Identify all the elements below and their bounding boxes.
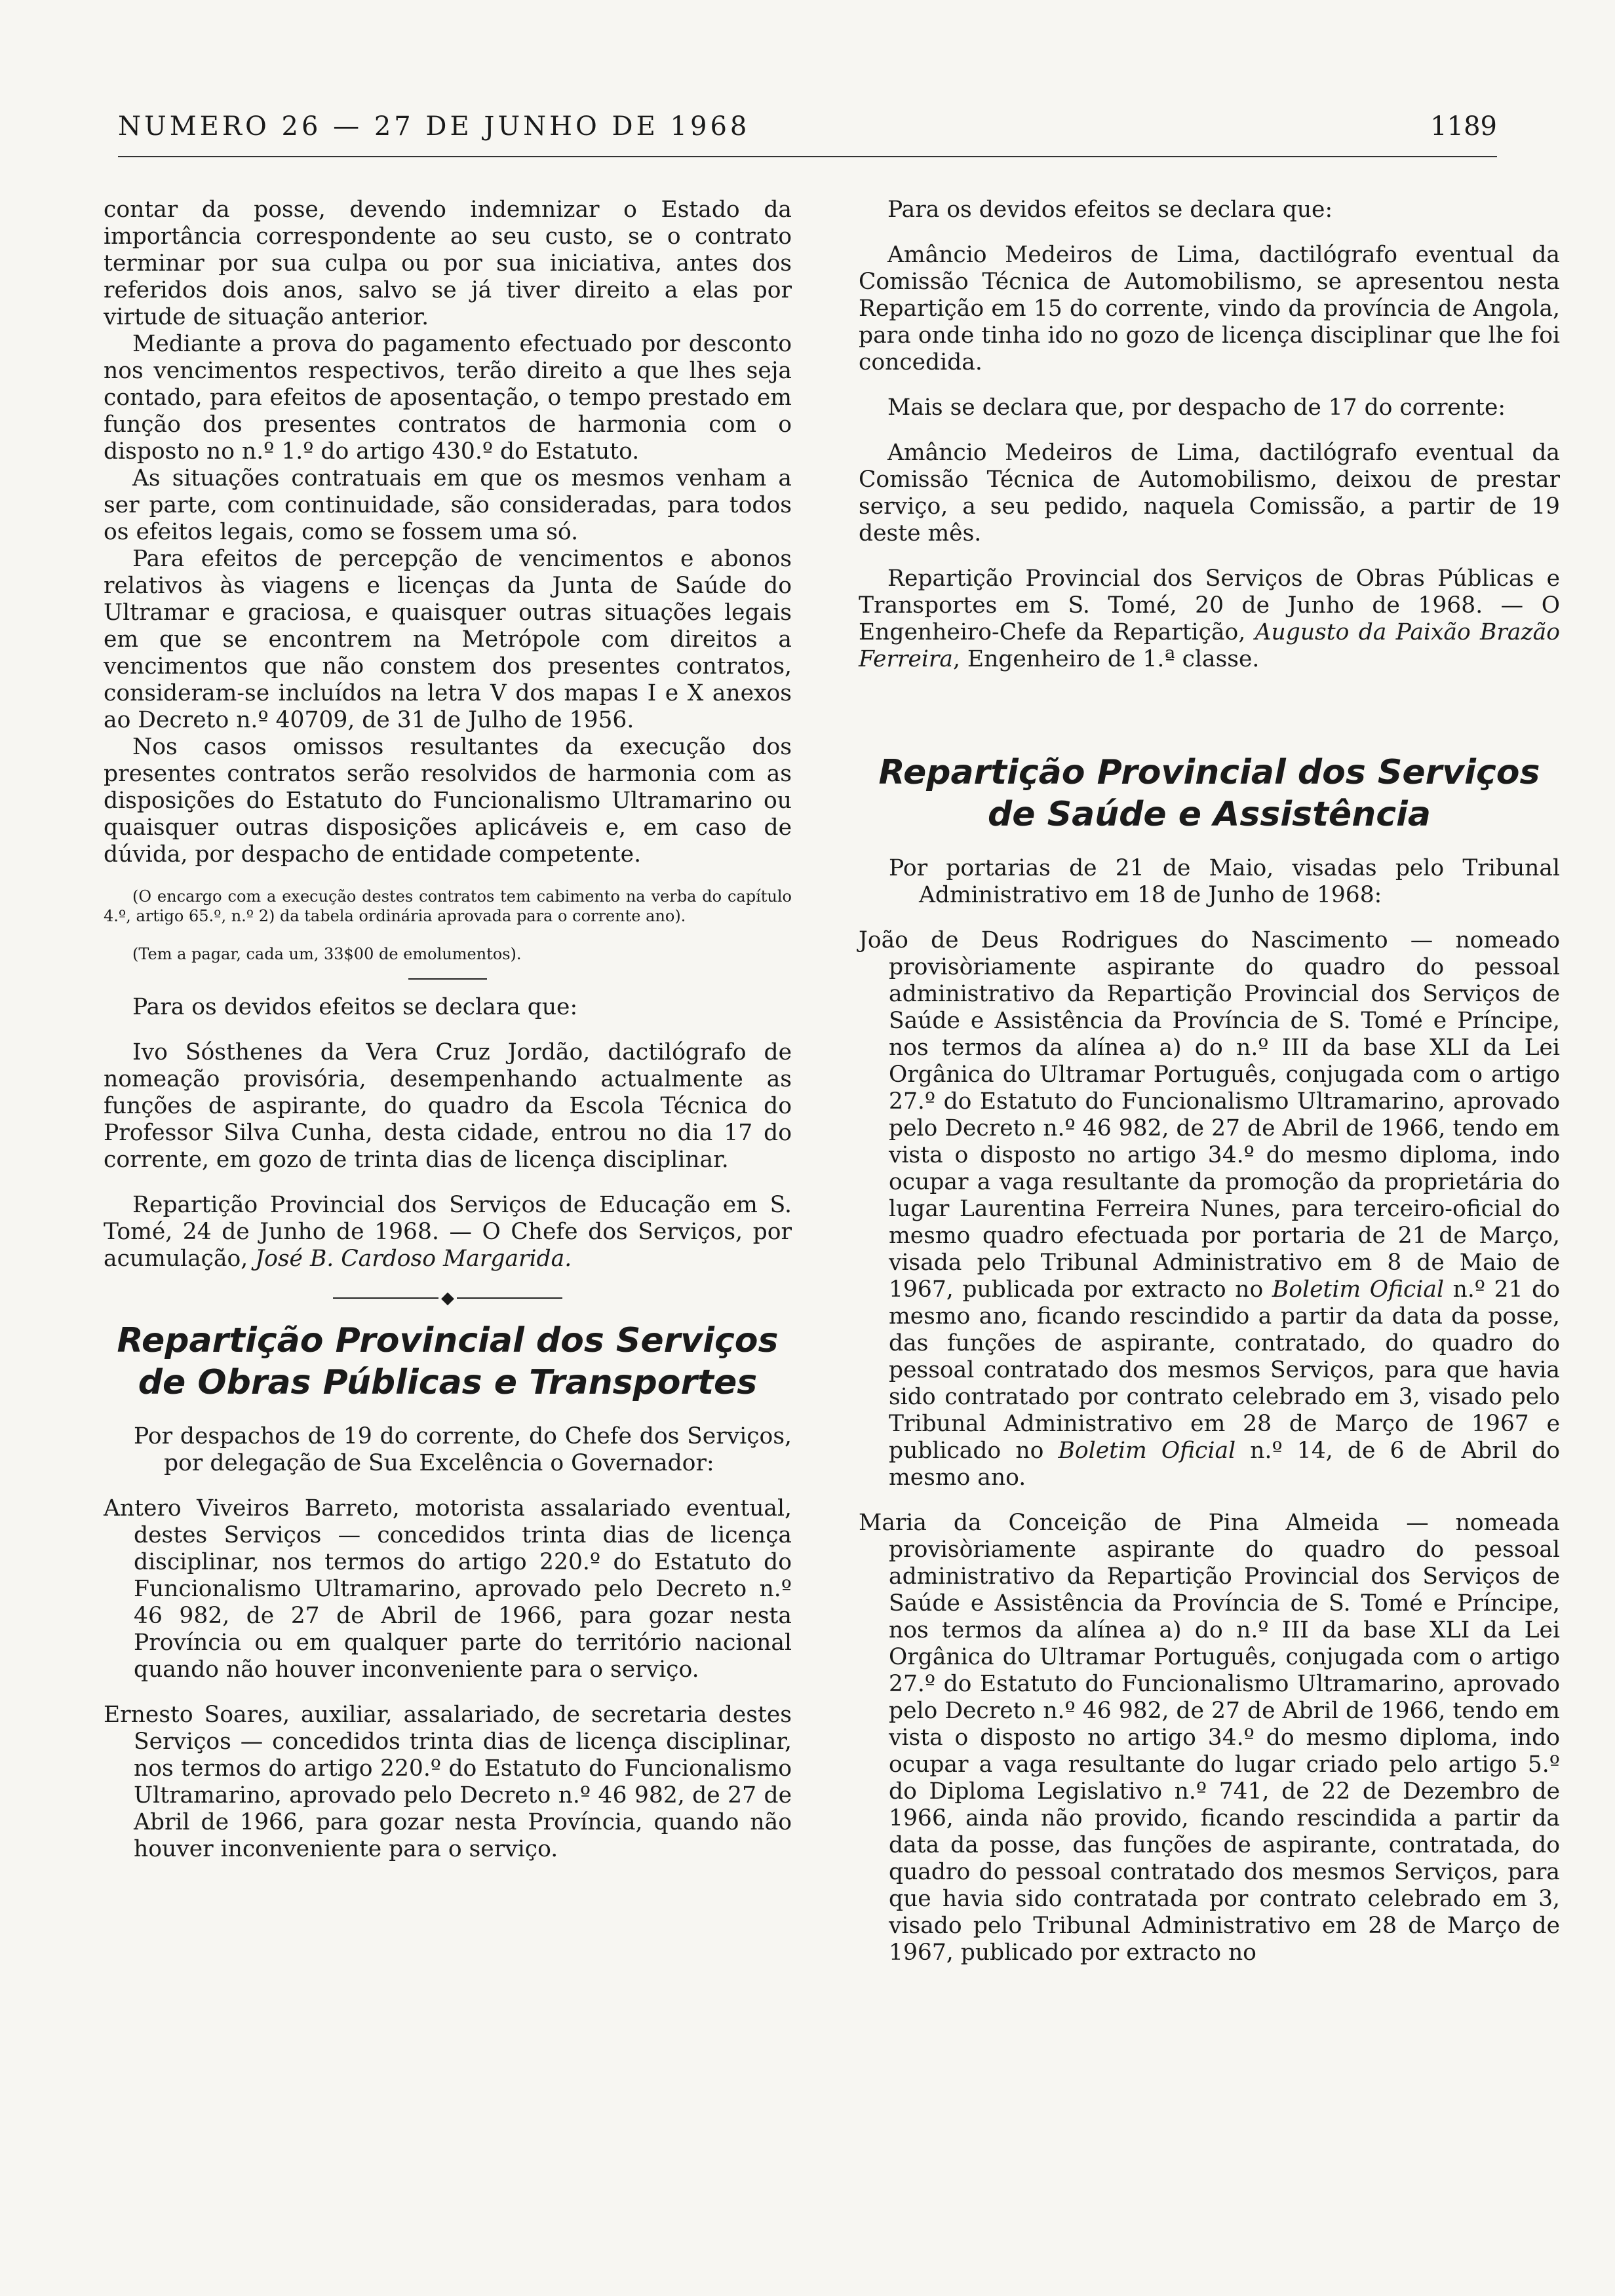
paragraph: Para efeitos de percepção de vencimentos e abonos relativos às viagens e licenças da Junta de Saúde do Ultramar e graciosa, e quaisquer outras situações legais em que se encontrem na Metrópole com direitos a vencimentos que não constem dos presentes contratos, consideram-se incluídos na letra V dos mapas I e X anexos ao Decreto n.º 40709, de 31 de Julho de 1956. (104, 546, 792, 733)
paragraph: contar da posse, devendo indemnizar o Estado da importância correspondente ao seu custo, se o contrato terminar por sua culpa ou por sua iniciativa, antes dos referidos dois anos, salvo se já tiver direito a elas por virtude de situação anterior. (104, 197, 792, 330)
signature-paragraph: Repartição Provincial dos Serviços de Obras Públicas e Transportes em S. Tomé, 20 de Junho de 1968. — O Engenheiro-Chefe da Repartição, Augusto da Paixão Brazão Ferreira, Engenheiro de 1.ª classe. (859, 565, 1560, 672)
left-column (104, 197, 792, 1863)
paragraph: Para os devidos efeitos se declara que: (887, 197, 1333, 223)
paragraph: As situações contratuais em que os mesmos venham a ser parte, com continuidade, são consideradas, para todos os efeitos legais, como se fossem uma só. (104, 465, 792, 545)
diamond-divider (104, 1290, 792, 1307)
paragraph: Amâncio Medeiros de Lima, dactilógrafo eventual da Comissão Técnica de Automobilismo, deixou de prestar serviço, a seu pedido, naquela Comissão, a partir de 19 deste mês. (859, 440, 1560, 546)
signature-paragraph: Repartição Provincial dos Serviços de Educação em S. Tomé, 24 de Junho de 1968. — O Chefe dos Serviços, por acumulação, José B. Cardoso Margarida. (104, 1192, 792, 1272)
signatory: Augusto da Paixão Brazão Ferreira (859, 619, 1560, 672)
paragraph: Ivo Sósthenes da Vera Cruz Jordão, dactilógrafo de nomeação provisória, desempenhando actualmente as funções de aspirante, do quadro da Escola Técnica do Professor Silva Cunha, desta cidade, entrou no dia 17 do corrente, em gozo de trinta dias de licença disciplinar. (104, 1039, 792, 1173)
header-rule (118, 156, 1497, 157)
signatory: José B. Cardoso Margarida. (255, 1246, 572, 1272)
list-item: Ernesto Soares, auxiliar, assalariado, de secretaria destes Serviços — concedidos trinta dias de licença disciplinar, nos termos do artigo 220.º do Estatuto do Funcionalismo Ultramarino, aprovado pelo Decreto n.º 46 982, de 27 de Abril de 1966, para gozar nesta Província, quando não houver inconveniente para o serviço. (104, 1702, 792, 1862)
paragraph: Amâncio Medeiros de Lima, dactilógrafo eventual da Comissão Técnica de Automobilismo, se apresentou nesta Repartição em 15 do corrente, vindo da província de Angola, para onde tinha ido no gozo de licença disciplinar que lhe foi concedida. (859, 242, 1560, 375)
list-item: Antero Viveiros Barreto, motorista assalariado eventual, destes Serviços — concedidos trinta dias de licença disciplinar, nos termos do artigo 220.º do Estatuto do Funcionalismo Ultramarino, aprovado pelo Decreto n.º 46 982, de 27 de Abril de 1966, para gozar nesta Província ou em qualquer parte do território nacional quando não houver inconveniente para o serviço. (104, 1495, 792, 1683)
paragraph: Para os devidos efeitos se declara que: (132, 994, 578, 1020)
right-column (859, 197, 1560, 1966)
paragraph: Nos casos omissos resultantes da execução dos presentes contratos serão resolvidos de harmonia com as disposições do Estatuto do Funcionalismo Ultramarino ou quaisquer outras disposições aplicáveis e, em caso de dúvida, por despacho de entidade competente. (104, 734, 792, 868)
section-title: Repartição Provincial dos Serviços de Obras Públicas e Transportes (117, 1321, 779, 1402)
footnote: (O encargo com a execução destes contratos tem cabimento na verba do capítulo 4.º, artigo 65.º, n.º 2) da tabela ordinária aprovada para o corrente ano). (104, 887, 792, 925)
paragraph: Por despachos de 19 do corrente, do Chefe dos Serviços, por delegação de Sua Excelência o Governador: (134, 1423, 792, 1476)
section-title: Repartição Provincial dos Serviços de Saúde e Assistência (878, 753, 1540, 834)
section-divider (408, 978, 487, 980)
issue-date: NUMERO 26 — 27 DE JUNHO DE 1968 (118, 111, 750, 142)
page-header (118, 111, 1497, 153)
paragraph: Por portarias de 21 de Maio, visadas pelo Tribunal Administrativo em 18 de Junho de 1968: (889, 855, 1560, 908)
paragraph: Mediante a prova do pagamento efectuado por desconto nos vencimentos respectivos, terão direito a que lhes seja contado, para efeitos de aposentação, o tempo prestado em função dos presentes contratos de harmonia com o disposto no n.º 1.º do artigo 430.º do Estatuto. (104, 331, 792, 465)
footnote: (Tem a pagar, cada um, 33$00 de emolumentos). (132, 945, 522, 963)
paragraph: Mais se declara que, por despacho de 17 do corrente: (887, 394, 1506, 421)
list-item: Maria da Conceição de Pina Almeida — nomeada provisòriamente aspirante do quadro do pessoal administrativo da Repartição Provincial dos Serviços de Saúde e Assistência da Província de S. Tomé e Príncipe, nos termos da alínea a) do n.º III da base XLI da Lei Orgânica do Ultramar Português, conjugada com o artigo 27.º do Estatuto do Funcionalismo Ultramarino, aprovado pelo Decreto n.º 46 982, de 27 de Abril de 1966, tendo em vista o disposto no artigo 34.º do mesmo diploma, indo ocupar a vaga resultante do lugar criado pelo artigo 5.º do Diploma Legislativo n.º 741, de 22 de Dezembro de 1966, ainda não provido, ficando rescindida a partir da data da posse, das funções de aspirante, contratada, do quadro do pessoal contratado dos mesmos Serviços, para que havia sido contratada por contrato celebrado em 3, visado pelo Tribunal Administrativo em 28 de Março de 1967, publicado por extracto no (859, 1510, 1560, 1966)
page-number: 1189 (1430, 111, 1497, 142)
diamond-icon: ◆ (438, 1290, 457, 1307)
list-item: João de Deus Rodrigues do Nascimento — nomeado provisòriamente aspirante do quadro do pessoal administrativo da Repartição Provincial dos Serviços de Saúde e Assistência da Província de S. Tomé e Príncipe, nos termos da alínea a) do n.º III da base XLI da Lei Orgânica do Ultramar Português, conjugada com o artigo 27.º do Estatuto do Funcionalismo Ultramarino, aprovado pelo Decreto n.º 46 982, de 27 de Abril de 1966, tendo em vista o disposto no artigo 34.º do mesmo diploma, indo ocupar a vaga resultante da promoção da proprietária do lugar Laurentina Ferreira Nunes, para terceiro-oficial do mesmo quadro efectuada por portaria de 21 de Março, visada pelo Tribunal Administrativo em 8 de Maio de 1967, publicada por extracto no Boletim Oficial n.º 21 do mesmo ano, ficando rescindido a partir da data da posse, das funções de aspirante, contratado, do quadro do pessoal contratado dos mesmos Serviços, para que havia sido contratado por contrato celebrado em 3, visado pelo Tribunal Administrativo em 28 de Março de 1967 e publicado no Boletim Oficial n.º 14, de 6 de Abril do mesmo ano. (859, 927, 1560, 1491)
